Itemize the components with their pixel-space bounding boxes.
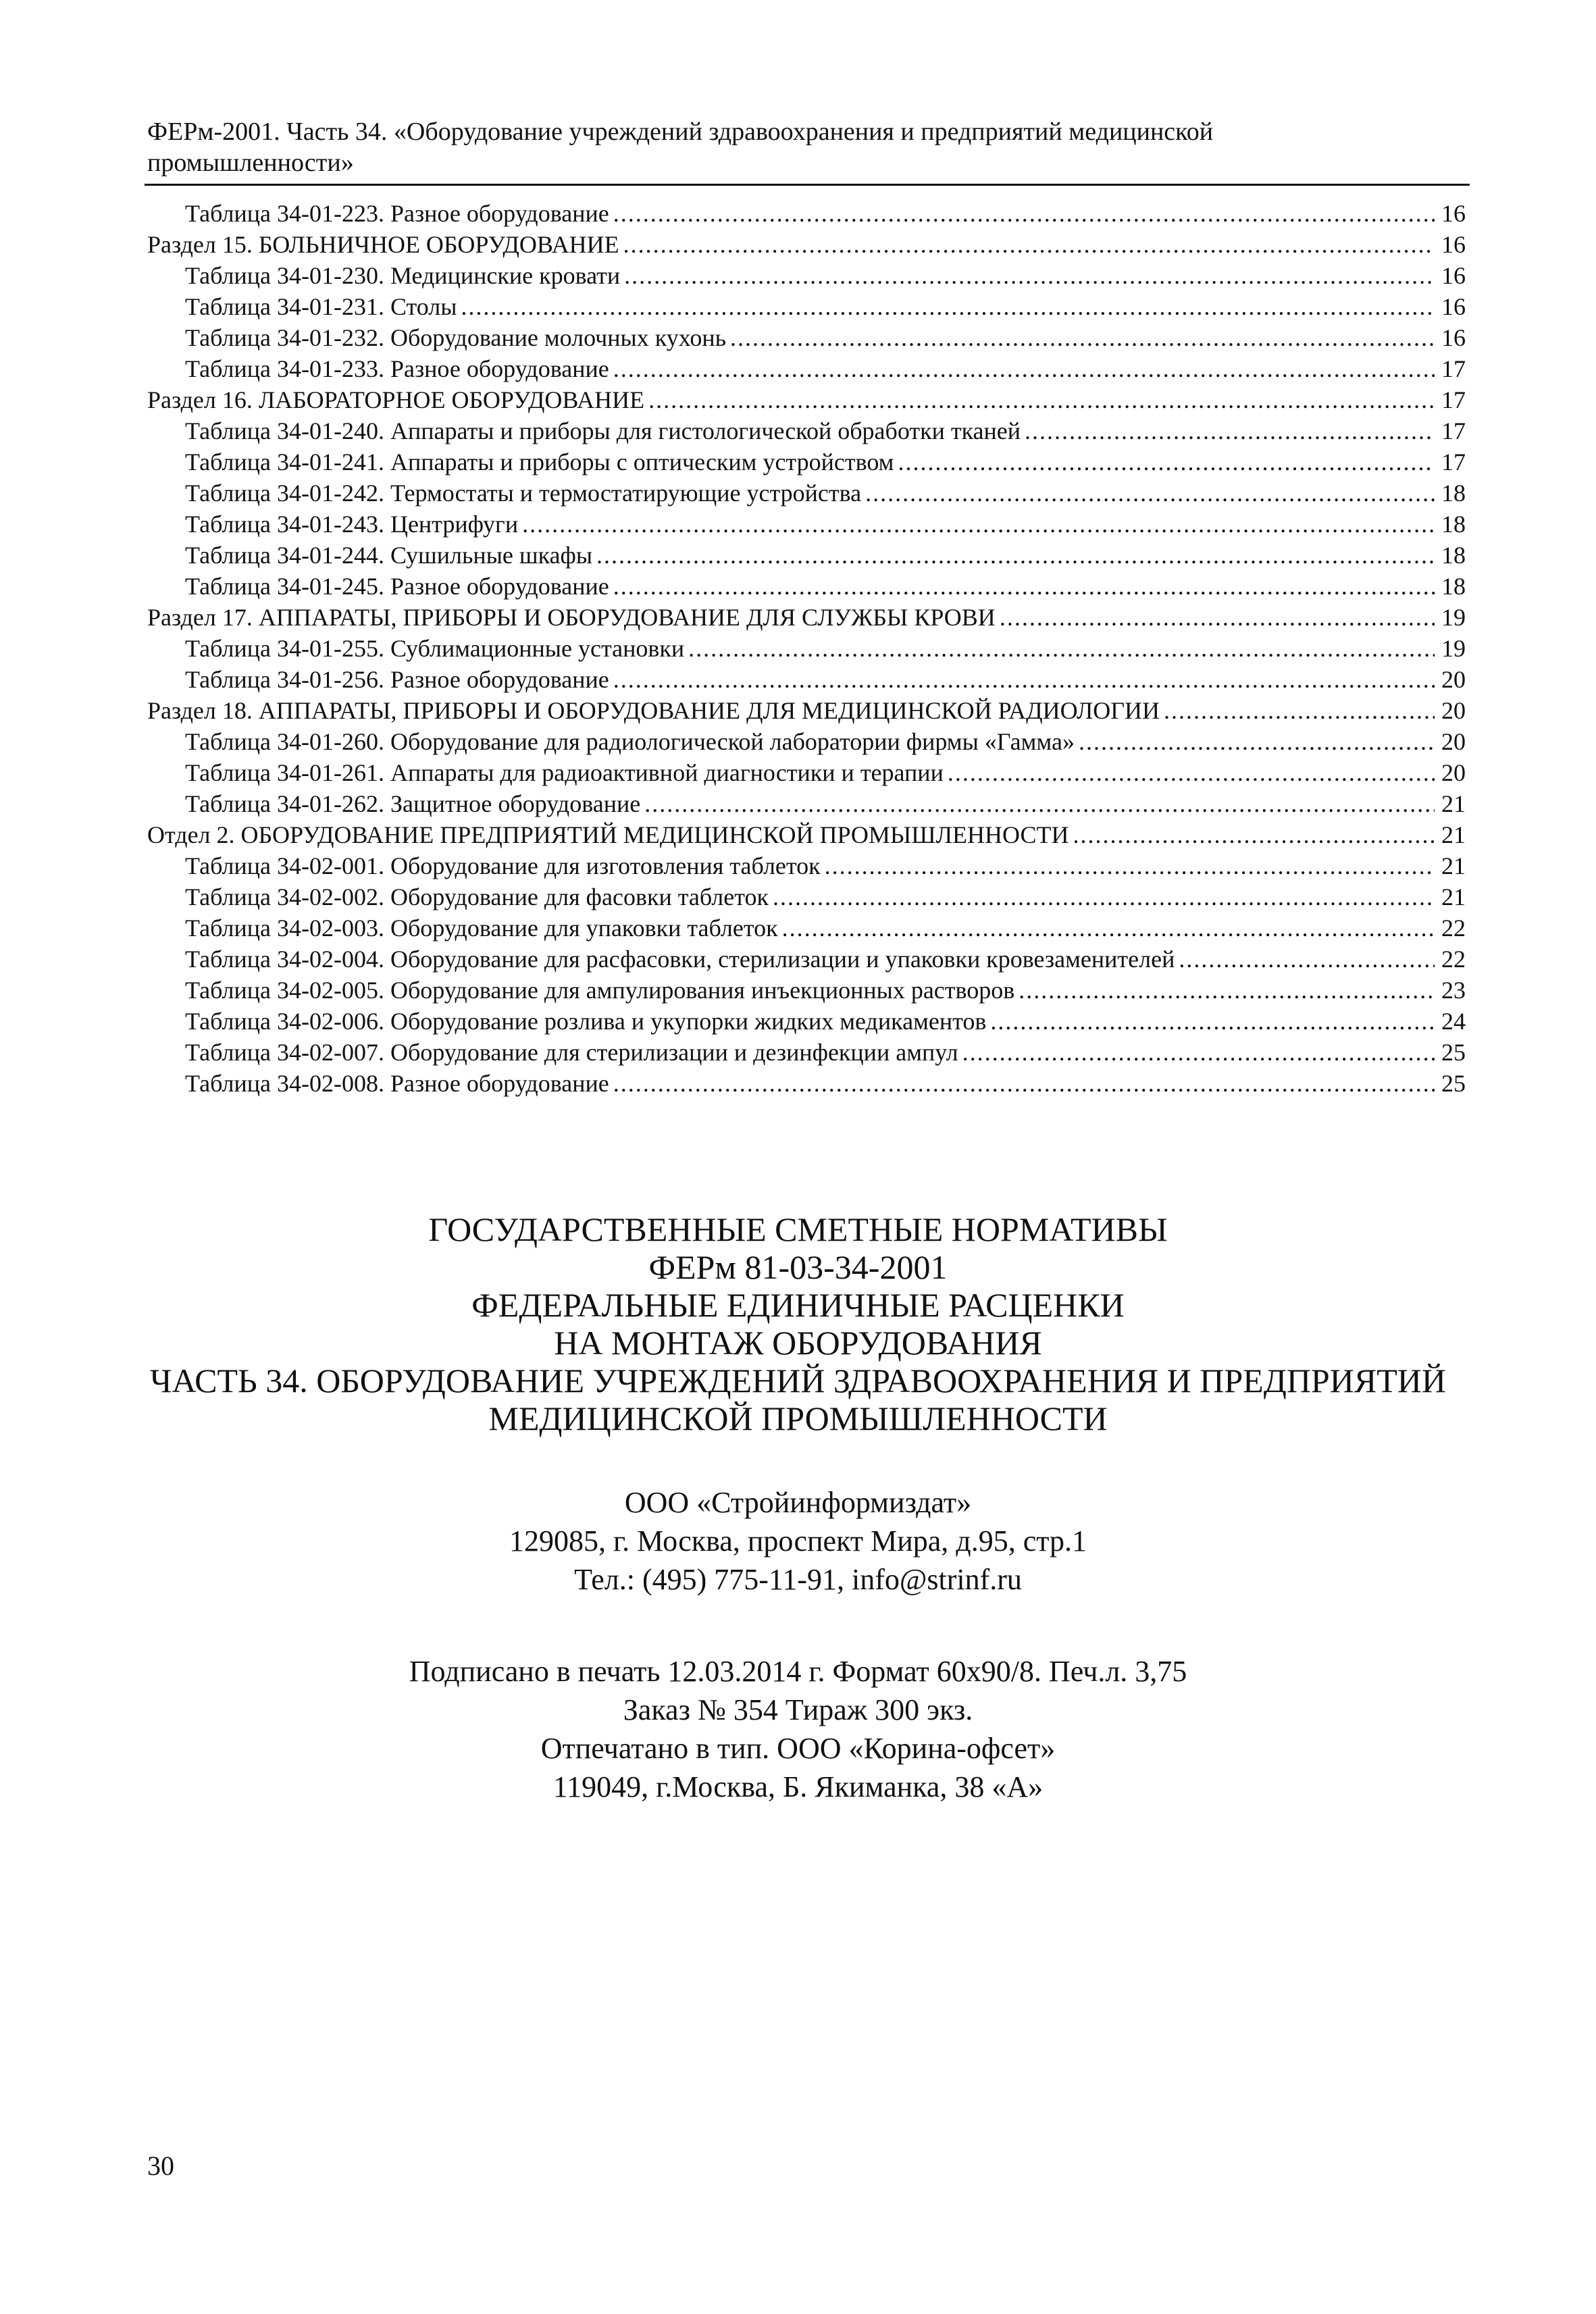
toc-entry-title: Таблица 34-01-256. Разное оборудование [185,666,609,693]
toc-entry-page: 16 [1441,200,1466,227]
toc-entry [147,602,1466,633]
toc-entry-title: Таблица 34-01-255. Сублимационные установки [185,635,685,662]
toc-entry [147,478,1466,509]
toc-entry-title: Таблица 34-01-240. Аппараты и приборы для гистологической обработки тканей [185,417,1021,444]
toc-entry [147,788,1466,819]
toc-entry-title: Таблица 34-01-241. Аппараты и приборы с оптическим устройством [185,448,894,475]
imprint-line: Подписано в печать 12.03.2014 г. Формат 60х90/8. Печ.л. 3,75 [409,1655,1187,1688]
toc-entry-page: 16 [1441,324,1466,351]
toc-entry-page: 20 [1441,759,1466,786]
toc-entry-page: 21 [1441,852,1466,879]
toc-dot-leader [613,571,1435,602]
toc-entry-title: Таблица 34-02-004. Оборудование для расфасовки, стерилизации и упаковки кровезаменителей [185,946,1175,973]
publisher-line: 129085, г. Москва, проспект Мира, д.95, стр.1 [509,1524,1087,1558]
toc-entry-page: 19 [1441,635,1466,662]
toc-entry-page: 17 [1441,355,1466,382]
toc-dot-leader [644,788,1435,819]
toc-entry-page: 17 [1441,417,1466,444]
toc-entry [147,322,1466,353]
toc-entry-title: Таблица 34-01-230. Медицинские кровати [185,262,621,289]
toc-entry [147,757,1466,788]
toc-dot-leader [613,664,1435,695]
toc-entry-page: 16 [1441,262,1466,289]
toc-dot-leader [782,912,1435,944]
toc-dot-leader [825,850,1435,881]
toc-entry-title: Таблица 34-02-007. Оборудование для стерилизации и дезинфекции ампул [185,1039,958,1066]
toc-entry-page: 17 [1441,386,1466,413]
header-rule [145,184,1470,186]
toc-entry-title: Таблица 34-01-242. Термостаты и термостатирующие устройства [185,480,862,507]
toc-entry-title: Таблица 34-01-223. Разное оборудование [185,200,609,227]
toc-dot-leader [688,633,1435,664]
toc-dot-leader [1073,819,1435,850]
toc-entry-page: 20 [1441,728,1466,755]
colophon-title-line: ГОСУДАРСТВЕННЫЕ СМЕТНЫЕ НОРМАТИВЫ [428,1210,1168,1248]
toc-entry-page: 20 [1441,697,1466,724]
toc-entry-page: 24 [1441,1008,1466,1035]
toc-entry [147,912,1466,944]
toc-entry-page: 18 [1441,511,1466,538]
toc-entry [147,1068,1466,1099]
toc-entry-title: Раздел 18. АППАРАТЫ, ПРИБОРЫ И ОБОРУДОВАНИЕ ДЛЯ МЕДИЦИНСКОЙ РАДИОЛОГИИ [147,697,1160,724]
toc-entry [147,260,1466,291]
colophon-title-line: НА МОНТАЖ ОБОРУДОВАНИЯ [554,1324,1042,1362]
toc-entry-page: 21 [1441,883,1466,910]
toc-entry-page: 16 [1441,231,1466,258]
toc-entry-page: 22 [1441,946,1466,973]
toc-dot-leader [1025,415,1435,446]
toc-entry [147,1037,1466,1068]
toc-entry [147,695,1466,726]
publisher-line: Тел.: (495) 775-11-91, info@strinf.ru [574,1563,1022,1596]
toc-entry-title: Таблица 34-01-260. Оборудование для радиологической лаборатории фирмы «Гамма» [185,728,1075,755]
toc-dot-leader [1164,695,1435,726]
toc-entry-page: 18 [1441,542,1466,569]
toc-entry [147,198,1466,229]
toc-dot-leader [648,384,1435,415]
toc-entry [147,975,1466,1006]
colophon-title-line: МЕДИЦИНСКОЙ ПРОМЫШЛЕННОСТИ [488,1399,1108,1437]
toc-entry-title: Таблица 34-02-005. Оборудование для ампулирования инъекционных растворов [185,977,1015,1004]
colophon-title-line: ЧАСТЬ 34. ОБОРУДОВАНИЕ УЧРЕЖДЕНИЙ ЗДРАВООХРАНЕНИЯ И ПРЕДПРИЯТИЙ [150,1362,1446,1399]
table-of-contents [147,198,1466,1099]
toc-entry-title: Раздел 16. ЛАБОРАТОРНОЕ ОБОРУДОВАНИЕ [147,386,645,413]
toc-entry-page: 17 [1441,448,1466,475]
imprint-line: Заказ № 354 Тираж 300 экз. [623,1693,973,1726]
toc-entry [147,1006,1466,1037]
running-header-line-2: промышленности» [147,149,354,177]
imprint-info [0,1652,1596,1806]
toc-dot-leader [596,540,1435,571]
toc-dot-leader [624,260,1435,291]
toc-dot-leader [962,1037,1435,1068]
toc-entry [147,664,1466,695]
toc-entry-title: Таблица 34-01-244. Сушильные шкафы [185,542,593,569]
page-number: 30 [147,2151,174,2181]
toc-dot-leader [898,446,1435,478]
imprint-line: 119049, г.Москва, Б. Якиманка, 38 «А» [552,1770,1044,1803]
toc-entry [147,881,1466,912]
toc-entry-page: 25 [1441,1039,1466,1066]
toc-dot-leader [865,478,1435,509]
toc-dot-leader [1000,602,1435,633]
colophon-title [0,1210,1596,1437]
imprint-line: Отпечатано в тип. ООО «Корина-офсет» [540,1732,1056,1765]
toc-entry-title: Раздел 17. АППАРАТЫ, ПРИБОРЫ И ОБОРУДОВАНИЕ ДЛЯ СЛУЖБЫ КРОВИ [147,604,996,631]
toc-entry [147,850,1466,881]
toc-dot-leader [1019,975,1435,1006]
toc-entry [147,571,1466,602]
toc-dot-leader [1179,944,1435,975]
toc-entry-title: Таблица 34-01-233. Разное оборудование [185,355,609,382]
colophon-title-line: ФЕДЕРАЛЬНЫЕ ЕДИНИЧНЫЕ РАСЦЕНКИ [471,1286,1125,1324]
toc-entry-title: Таблица 34-02-002. Оборудование для фасовки таблеток [185,883,769,910]
toc-entry [147,446,1466,478]
toc-entry [147,384,1466,415]
toc-entry-page: 22 [1441,915,1466,942]
toc-entry-page: 21 [1441,821,1466,848]
toc-entry [147,291,1466,322]
toc-entry [147,415,1466,446]
toc-entry-title: Таблица 34-01-243. Центрифуги [185,511,519,538]
toc-entry-title: Таблица 34-01-232. Оборудование молочных кухонь [185,324,727,351]
toc-entry [147,819,1466,850]
toc-entry-title: Таблица 34-02-008. Разное оборудование [185,1070,609,1097]
toc-entry-title: Таблица 34-01-262. Защитное оборудование [185,790,641,817]
toc-entry-title: Таблица 34-02-001. Оборудование для изготовления таблеток [185,852,821,879]
publisher-line: ООО «Стройинформиздат» [624,1486,972,1519]
toc-entry-page: 18 [1441,480,1466,507]
toc-dot-leader [461,291,1435,322]
toc-entry-title: Отдел 2. ОБОРУДОВАНИЕ ПРЕДПРИЯТИЙ МЕДИЦИНСКОЙ ПРОМЫШЛЕННОСТИ [147,821,1069,848]
toc-entry-page: 16 [1441,293,1466,320]
toc-entry [147,944,1466,975]
publisher-info [0,1483,1596,1599]
toc-entry-title: Таблица 34-02-006. Оборудование розлива и укупорки жидких медикаментов [185,1008,987,1035]
toc-dot-leader [948,757,1435,788]
toc-dot-leader [613,353,1435,384]
toc-dot-leader [613,1068,1435,1099]
toc-entry [147,509,1466,540]
toc-entry-page: 19 [1441,604,1466,631]
toc-dot-leader [613,198,1435,229]
toc-entry-title: Раздел 15. БОЛЬНИЧНОЕ ОБОРУДОВАНИЕ [147,231,619,258]
toc-dot-leader [990,1006,1435,1037]
toc-dot-leader [623,229,1435,260]
toc-dot-leader [522,509,1435,540]
toc-dot-leader [730,322,1435,353]
toc-entry-title: Таблица 34-01-231. Столы [185,293,457,320]
toc-entry-page: 23 [1441,977,1466,1004]
toc-entry [147,633,1466,664]
toc-dot-leader [1079,726,1435,757]
running-header [147,116,1471,178]
toc-entry-page: 21 [1441,790,1466,817]
toc-entry-title: Таблица 34-01-261. Аппараты для радиоактивной диагностики и терапии [185,759,944,786]
toc-entry-title: Таблица 34-01-245. Разное оборудование [185,573,609,600]
running-header-line-1: ФЕРм-2001. Часть 34. «Оборудование учреждений здравоохранения и предприятий медицинской [147,118,1214,146]
toc-entry-page: 25 [1441,1070,1466,1097]
colophon-title-line: ФЕРм 81-03-34-2001 [648,1248,948,1286]
toc-dot-leader [773,881,1435,912]
toc-entry [147,540,1466,571]
toc-entry [147,353,1466,384]
toc-entry-page: 18 [1441,573,1466,600]
toc-entry-title: Таблица 34-02-003. Оборудование для упаковки таблеток [185,915,778,942]
toc-entry-page: 20 [1441,666,1466,693]
toc-entry [147,229,1466,260]
toc-entry [147,726,1466,757]
